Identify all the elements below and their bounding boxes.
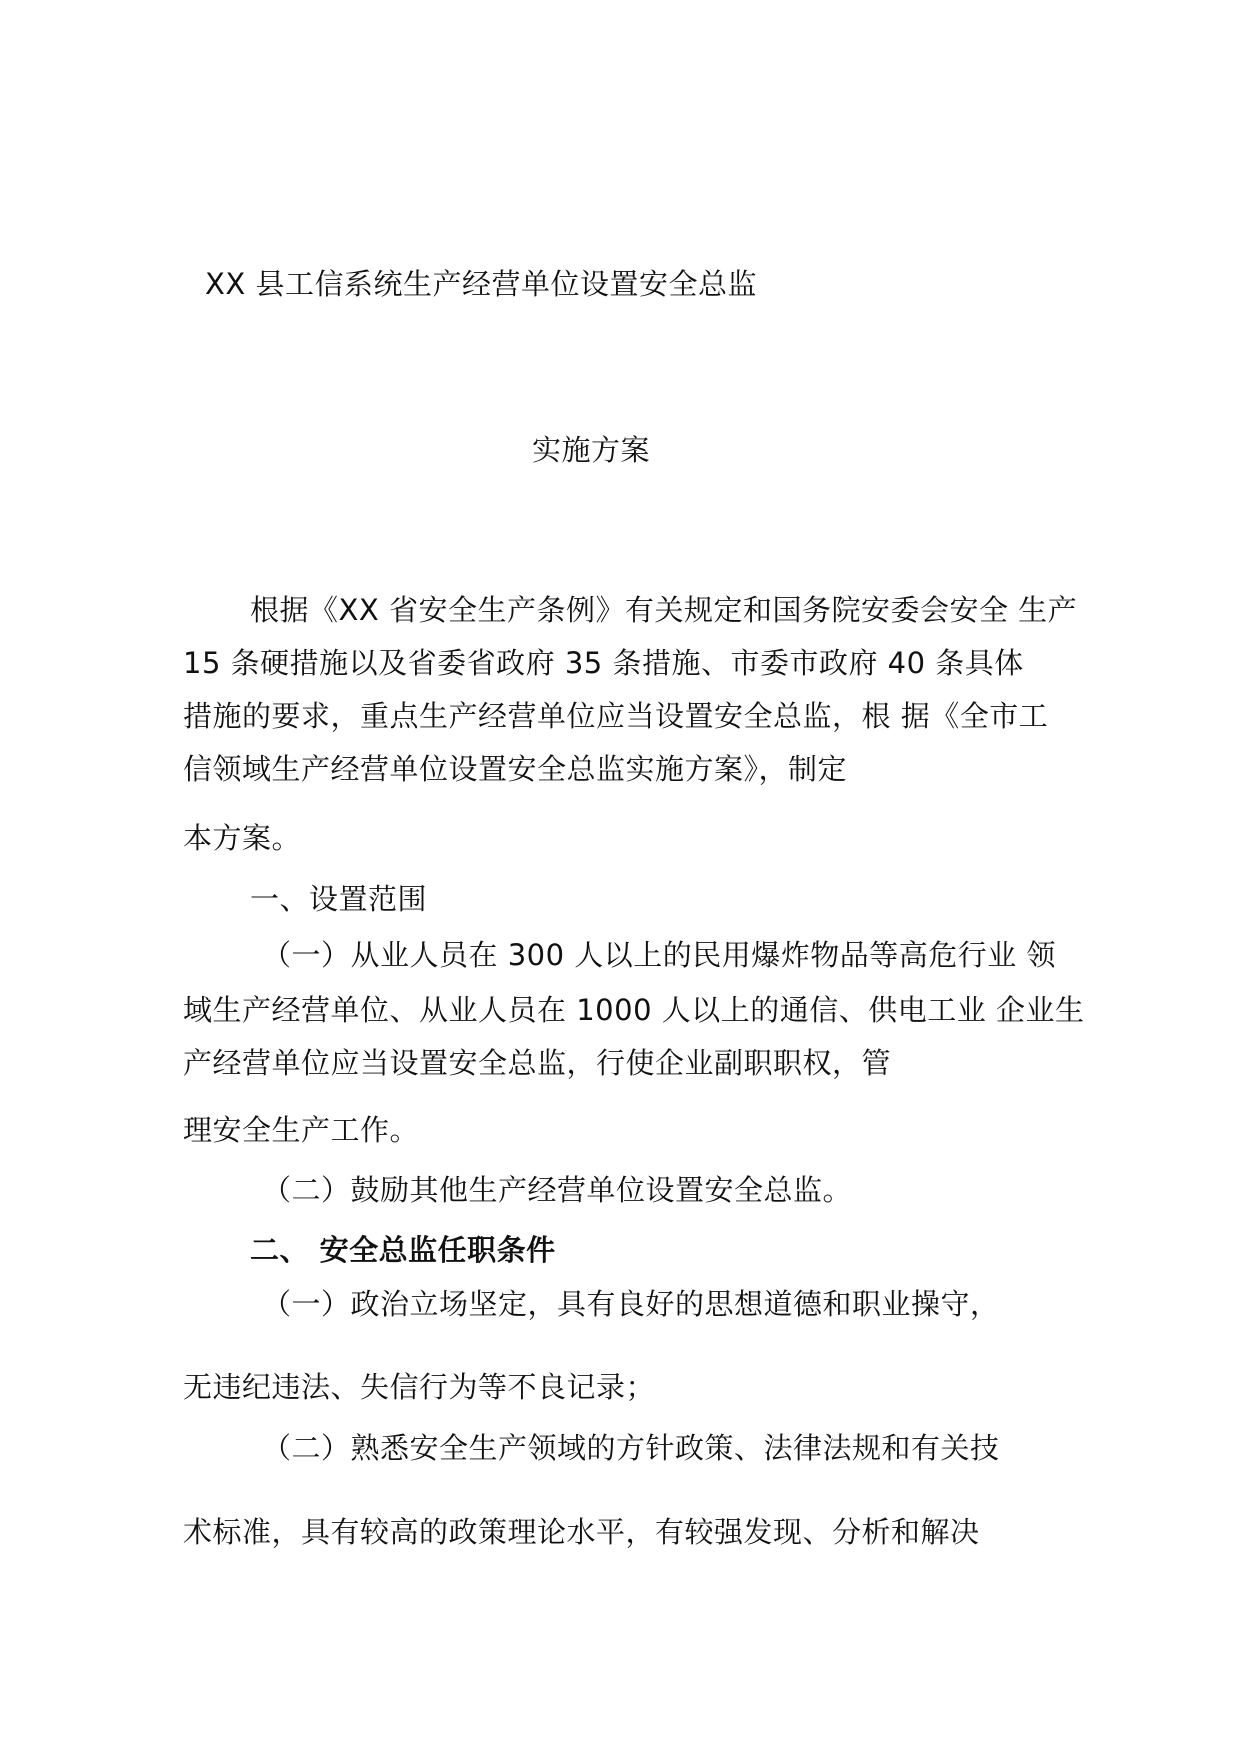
- body-line-15: （二）熟悉安全生产领域的方针政策、法律法规和有关技: [262, 1431, 1000, 1465]
- body-line-1: 根据《XX 省安全生产条例》有关规定和国务院安委会安全 生产: [250, 593, 1078, 627]
- section-heading-2: 二、 安全总监任职条件: [250, 1233, 556, 1267]
- title-line-1: XX 县工信系统生产经营单位设置安全总监: [205, 267, 757, 301]
- section-heading-1: 一、设置范围: [250, 882, 428, 916]
- body-line-8: 域生产经营单位、从业人员在 1000 人以上的通信、供电工业 企业生: [183, 993, 1085, 1027]
- body-line-4: 信领域生产经营单位设置安全总监实施方案》，制定: [183, 752, 848, 786]
- title-line-2: 实施方案: [532, 433, 651, 467]
- body-line-3: 措施的要求，重点生产经营单位应当设置安全总监，根 据《全市工: [183, 699, 1049, 733]
- body-line-9: 产经营单位应当设置安全总监，行使企业副职职权，管: [183, 1046, 892, 1080]
- body-line-16: 术标准，具有较高的政策理论水平，有较强发现、分析和解决: [183, 1515, 980, 1549]
- body-line-10: 理安全生产工作。: [183, 1113, 420, 1147]
- body-line-7: （一）从业人员在 300 人以上的民用爆炸物品等高危行业 领: [262, 938, 1057, 972]
- body-line-11: （二）鼓励其他生产经营单位设置安全总监。: [262, 1173, 853, 1207]
- body-line-2: 15 条硬措施以及省委省政府 35 条措施、市委市政府 40 条具体: [183, 646, 1024, 680]
- body-line-14: 无违纪违法、失信行为等不良记录；: [183, 1370, 656, 1404]
- body-line-13: （一）政治立场坚定，具有良好的思想道德和职业操守，: [262, 1287, 1000, 1321]
- body-line-5: 本方案。: [183, 821, 302, 855]
